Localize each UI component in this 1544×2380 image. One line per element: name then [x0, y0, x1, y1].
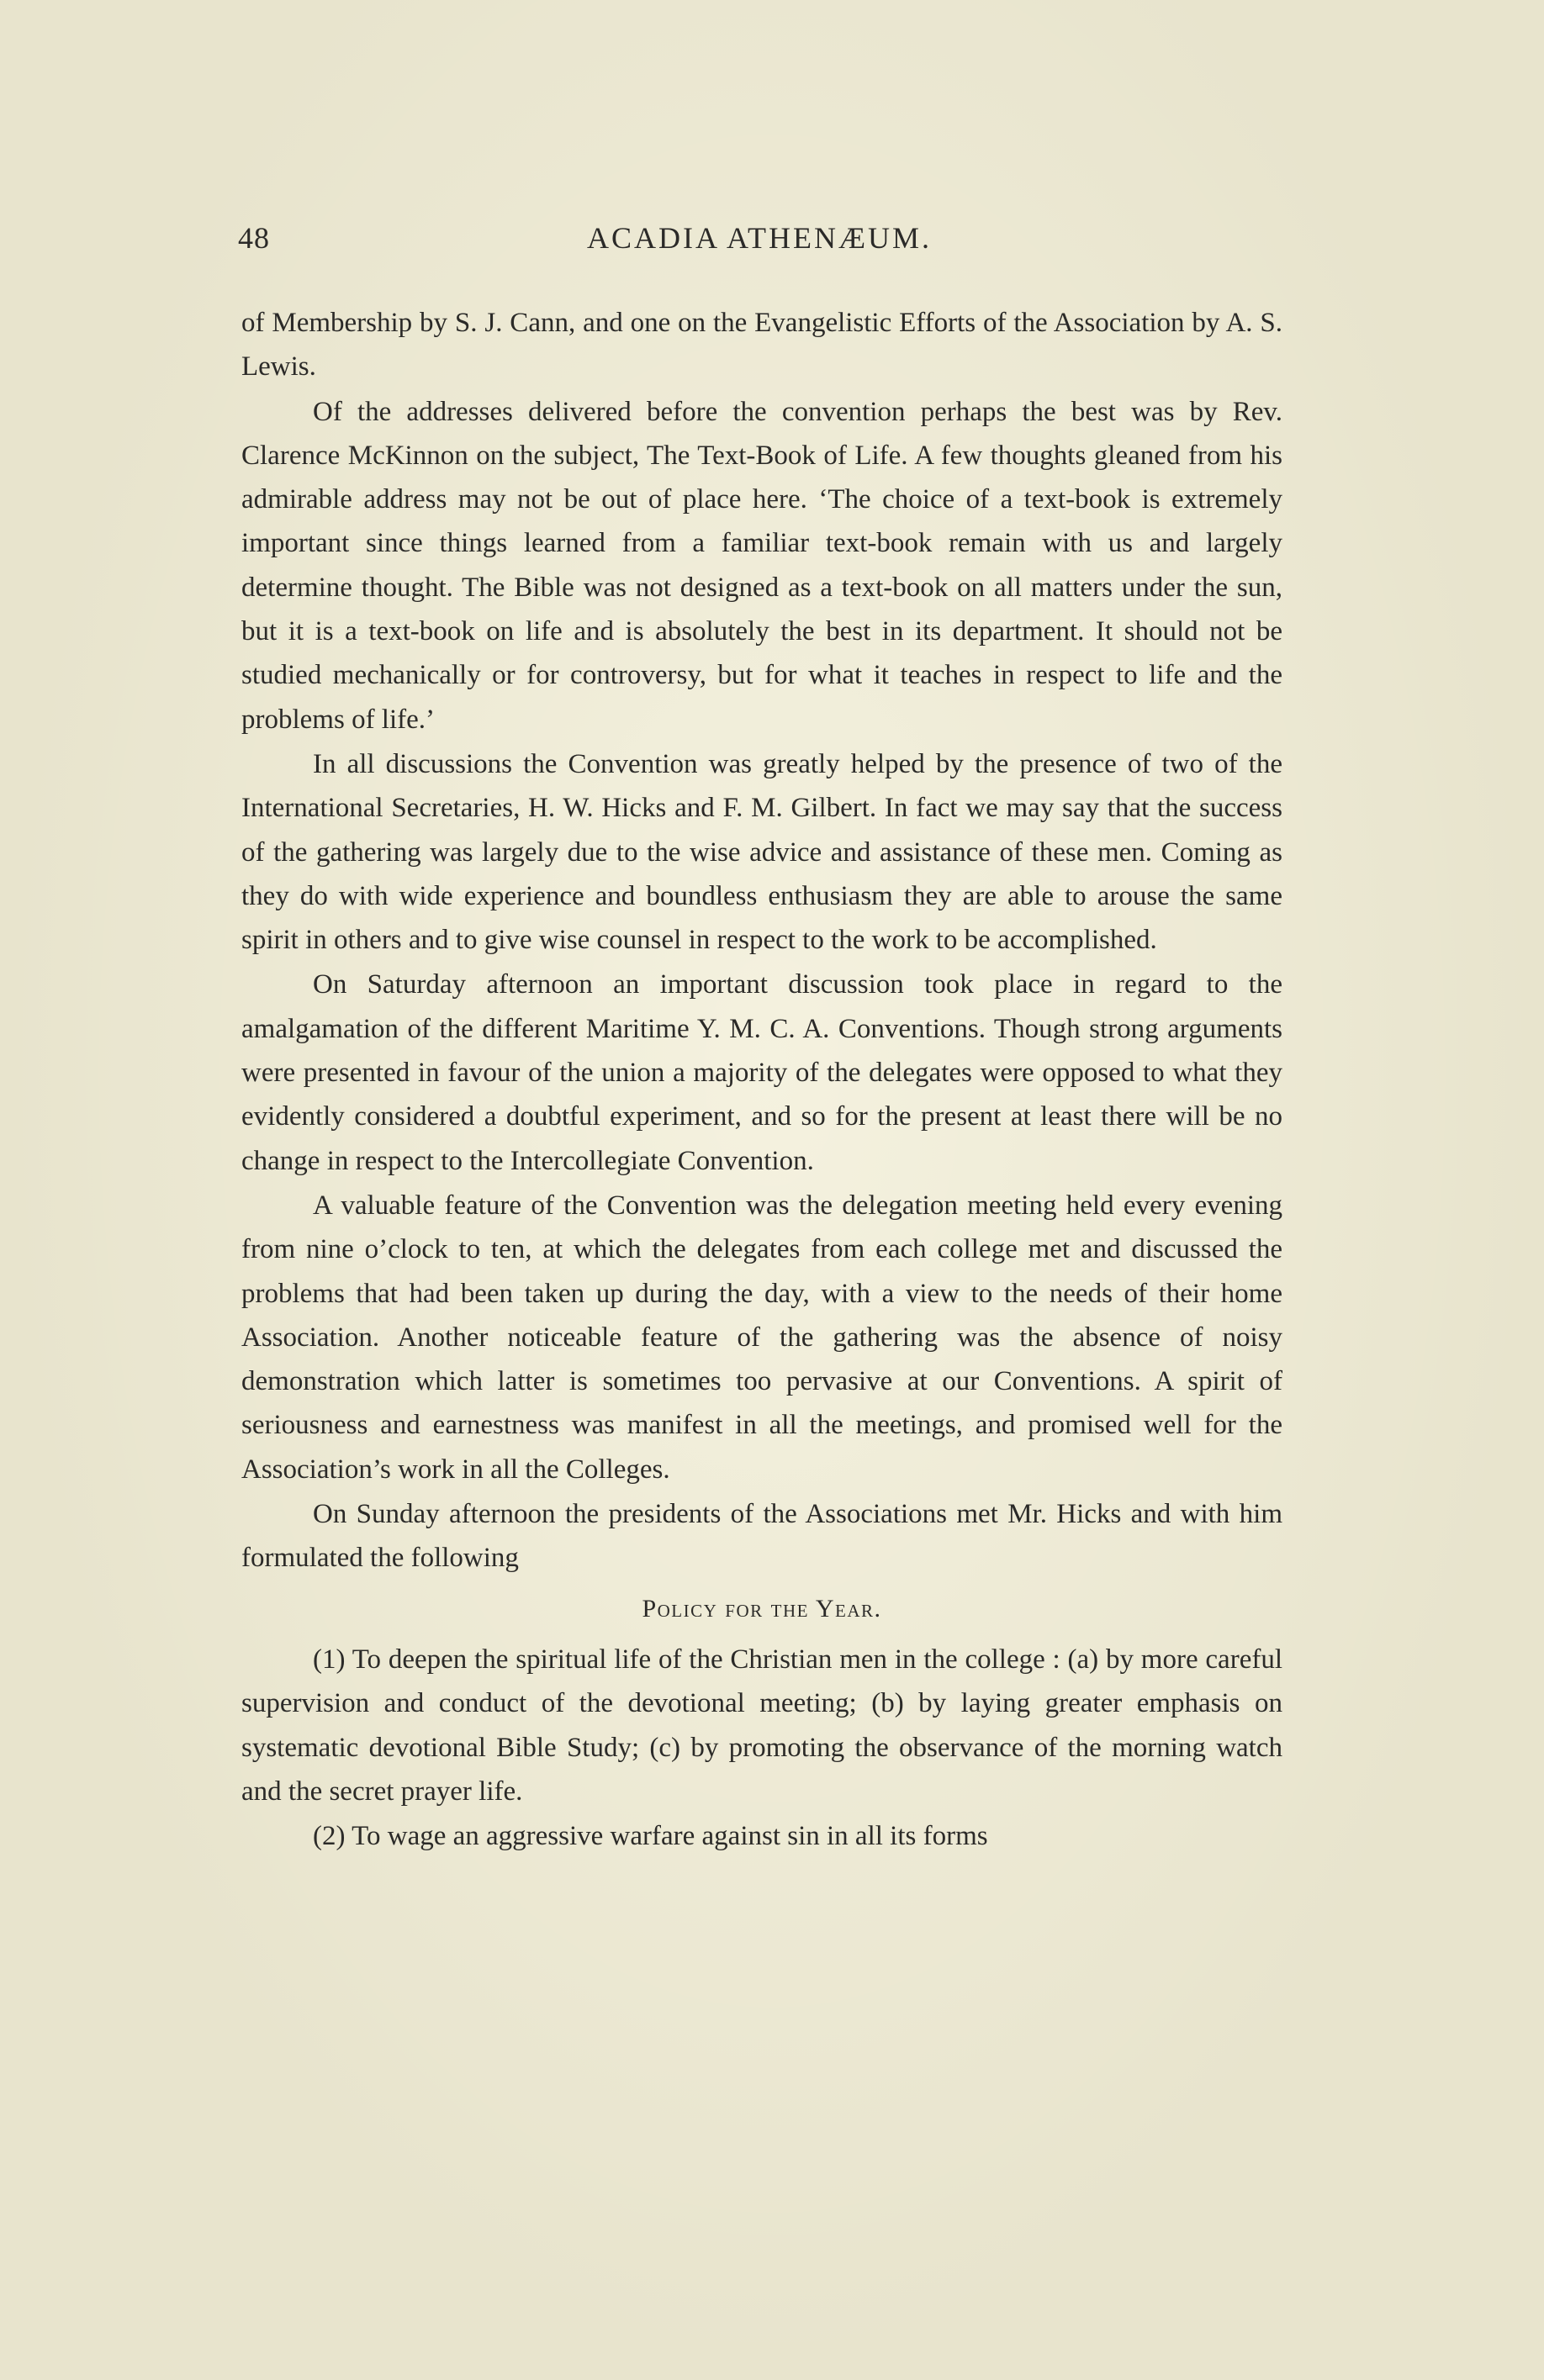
policy-item-1: (1) To deepen the spiritual life of the Christian men in the college : (a) by more careful supervision and conduct of the devotional meeting; (b) by laying greater emphasis on systematic devotional Bible Study; (c) by promoting the observance of the morning watch and the secret prayer life. [241, 1644, 1282, 1807]
paragraph-sunday: On Sunday afternoon the presidents of the Associations met Mr. Hicks and with him formulated the following [241, 1499, 1282, 1574]
policy-item-2: (2) To wage an aggressive warfare against sin in all its forms [313, 1821, 988, 1852]
section-heading: Policy for the Year. [642, 1594, 882, 1623]
paragraph-delegation-meeting: A valuable feature of the Convention was the delegation meeting held every evening from nine o’clock to ten, at which the delegates from each college met and discussed the problems that had been taken up during the day, with a view to the needs of their home Association. Another noticeable feature of the gathering was the absence of noisy demonstration which latter is sometimes too pervasive at our Conventions. A spirit of seriousness and earnestness was manifest in all the meetings, and promised well for the Association’s work in all the Colleges. [241, 1190, 1282, 1485]
article-body [241, 301, 1282, 1859]
page-number: 48 [238, 221, 270, 255]
running-title: ACADIA ATHENÆUM. [586, 221, 933, 255]
paragraph-saturday: On Saturday afternoon an important discussion took place in regard to the amalgamation of the different Maritime Y. M. C. A. Conventions. Though strong arguments were presented in favour of the union a majority of the delegates were opposed to what they evidently considered a doubtful experiment, and so for the present at least there will be no change in respect to the Intercollegiate Convention. [241, 969, 1282, 1176]
paragraph-discussions: In all discussions the Convention was greatly helped by the presence of two of the International Secretaries, H. W. Hicks and F. M. Gilbert. In fact we may say that the success of the gathering was largely due to the wise advice and assistance of these men. Coming as they do with wide experience and boundless enthusiasm they are able to arouse the same spirit in others and to give wise counsel in respect to the work to be accomplished. [241, 748, 1282, 956]
paragraph-continued: of Membership by S. J. Cann, and one on the Evangelistic Efforts of the Association by A. S. Lewis. [241, 308, 1282, 383]
page-header [238, 220, 1281, 262]
paragraph-addresses: Of the addresses delivered before the convention perhaps the best was by Rev. Clarence McKinnon on the subject, The Text-Book of Life. A few thoughts gleaned from his admirable address may not be out of place here. ‘The choice of a text-book is extremely important since things learned from a familiar text-book remain with us and largely determine thought. The Bible was not designed as a text-book on all matters under the sun, but it is a text-book on life and is absolutely the best in its department. It should not be studied mechanically or for controversy, but for what it teaches in respect to life and the problems of life.’ [241, 396, 1282, 735]
